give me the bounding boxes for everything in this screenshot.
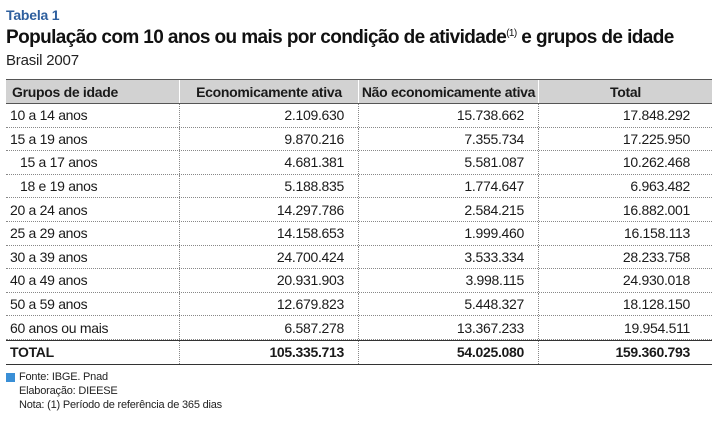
table-subtitle: Brasil 2007 xyxy=(6,52,79,69)
cell-ativa: 12.679.823 xyxy=(179,293,358,316)
cell-ativa: 9.870.216 xyxy=(179,128,358,151)
cell-ativa: 6.587.278 xyxy=(179,316,358,339)
cell-nao-ativa: 1.774.647 xyxy=(358,175,538,198)
total-nao-ativa: 54.025.080 xyxy=(358,341,538,364)
total-label: TOTAL xyxy=(10,344,54,361)
cell-total: 6.963.482 xyxy=(538,175,712,198)
table-row xyxy=(6,246,712,270)
table-row xyxy=(6,316,712,340)
cell-total: 10.262.468 xyxy=(538,151,712,174)
table-header-row xyxy=(6,80,712,104)
row-label: 30 a 39 anos xyxy=(10,248,88,265)
title-suffix: e grupos de idade xyxy=(516,27,674,48)
cell-nao-ativa: 1.999.460 xyxy=(358,222,538,245)
row-label: 25 a 29 anos xyxy=(10,225,88,242)
table-row xyxy=(6,293,712,317)
total-ativa: 105.335.713 xyxy=(179,341,358,364)
table-row xyxy=(6,151,712,175)
table-notes xyxy=(6,370,222,412)
note-elaboracao: Elaboração: DIEESE xyxy=(19,385,118,397)
data-table xyxy=(6,79,712,365)
blue-square-icon xyxy=(6,373,15,382)
cell-nao-ativa: 2.584.215 xyxy=(358,198,538,221)
header-nao-economicamente-ativa: Não economicamente ativa xyxy=(358,80,538,103)
cell-total: 28.233.758 xyxy=(538,246,712,269)
total-total: 159.360.793 xyxy=(538,341,712,364)
cell-total: 19.954.511 xyxy=(538,316,712,339)
header-economicamente-ativa: Economicamente ativa xyxy=(179,80,358,103)
row-label: 10 a 14 anos xyxy=(10,107,88,124)
cell-ativa: 24.700.424 xyxy=(179,246,358,269)
cell-total: 17.225.950 xyxy=(538,128,712,151)
table-row xyxy=(6,222,712,246)
cell-ativa: 14.297.786 xyxy=(179,198,358,221)
cell-ativa: 14.158.653 xyxy=(179,222,358,245)
header-total: Total xyxy=(538,80,712,103)
table-row xyxy=(6,128,712,152)
row-label: 20 a 24 anos xyxy=(10,201,88,218)
cell-nao-ativa: 13.367.233 xyxy=(358,316,538,339)
cell-total: 16.882.001 xyxy=(538,198,712,221)
table-row xyxy=(6,269,712,293)
cell-nao-ativa: 3.998.115 xyxy=(358,269,538,292)
cell-total: 17.848.292 xyxy=(538,104,712,127)
title-text: População com 10 anos ou mais por condição de atividade xyxy=(6,27,507,48)
cell-ativa: 4.681.381 xyxy=(179,151,358,174)
table-row xyxy=(6,175,712,199)
cell-nao-ativa: 3.533.334 xyxy=(358,246,538,269)
table-row xyxy=(6,104,712,128)
cell-nao-ativa: 5.581.087 xyxy=(358,151,538,174)
row-label: 40 a 49 anos xyxy=(10,272,88,289)
table-label: Tabela 1 xyxy=(6,7,60,23)
note-fonte xyxy=(6,370,222,384)
note-nota: Nota: (1) Período de referência de 365 dias xyxy=(19,399,222,411)
row-label: 15 a 19 anos xyxy=(10,130,88,147)
cell-nao-ativa: 15.738.662 xyxy=(358,104,538,127)
cell-ativa: 5.188.835 xyxy=(179,175,358,198)
row-label: 15 a 17 anos xyxy=(20,154,98,171)
note-fonte-text: Fonte: IBGE. Pnad xyxy=(19,371,108,383)
title-note-marker: (1) xyxy=(506,28,517,39)
table-title xyxy=(6,27,674,49)
header-grupos-de-idade: Grupos de idade xyxy=(12,83,118,100)
cell-nao-ativa: 7.355.734 xyxy=(358,128,538,151)
cell-ativa: 20.931.903 xyxy=(179,269,358,292)
row-label: 60 anos ou mais xyxy=(10,319,109,336)
row-label: 50 a 59 anos xyxy=(10,296,88,313)
table-total-row xyxy=(6,340,712,365)
cell-total: 18.128.150 xyxy=(538,293,712,316)
cell-total: 16.158.113 xyxy=(538,222,712,245)
cell-total: 24.930.018 xyxy=(538,269,712,292)
cell-nao-ativa: 5.448.327 xyxy=(358,293,538,316)
cell-ativa: 2.109.630 xyxy=(179,104,358,127)
table-row xyxy=(6,198,712,222)
row-label: 18 e 19 anos xyxy=(20,178,98,195)
